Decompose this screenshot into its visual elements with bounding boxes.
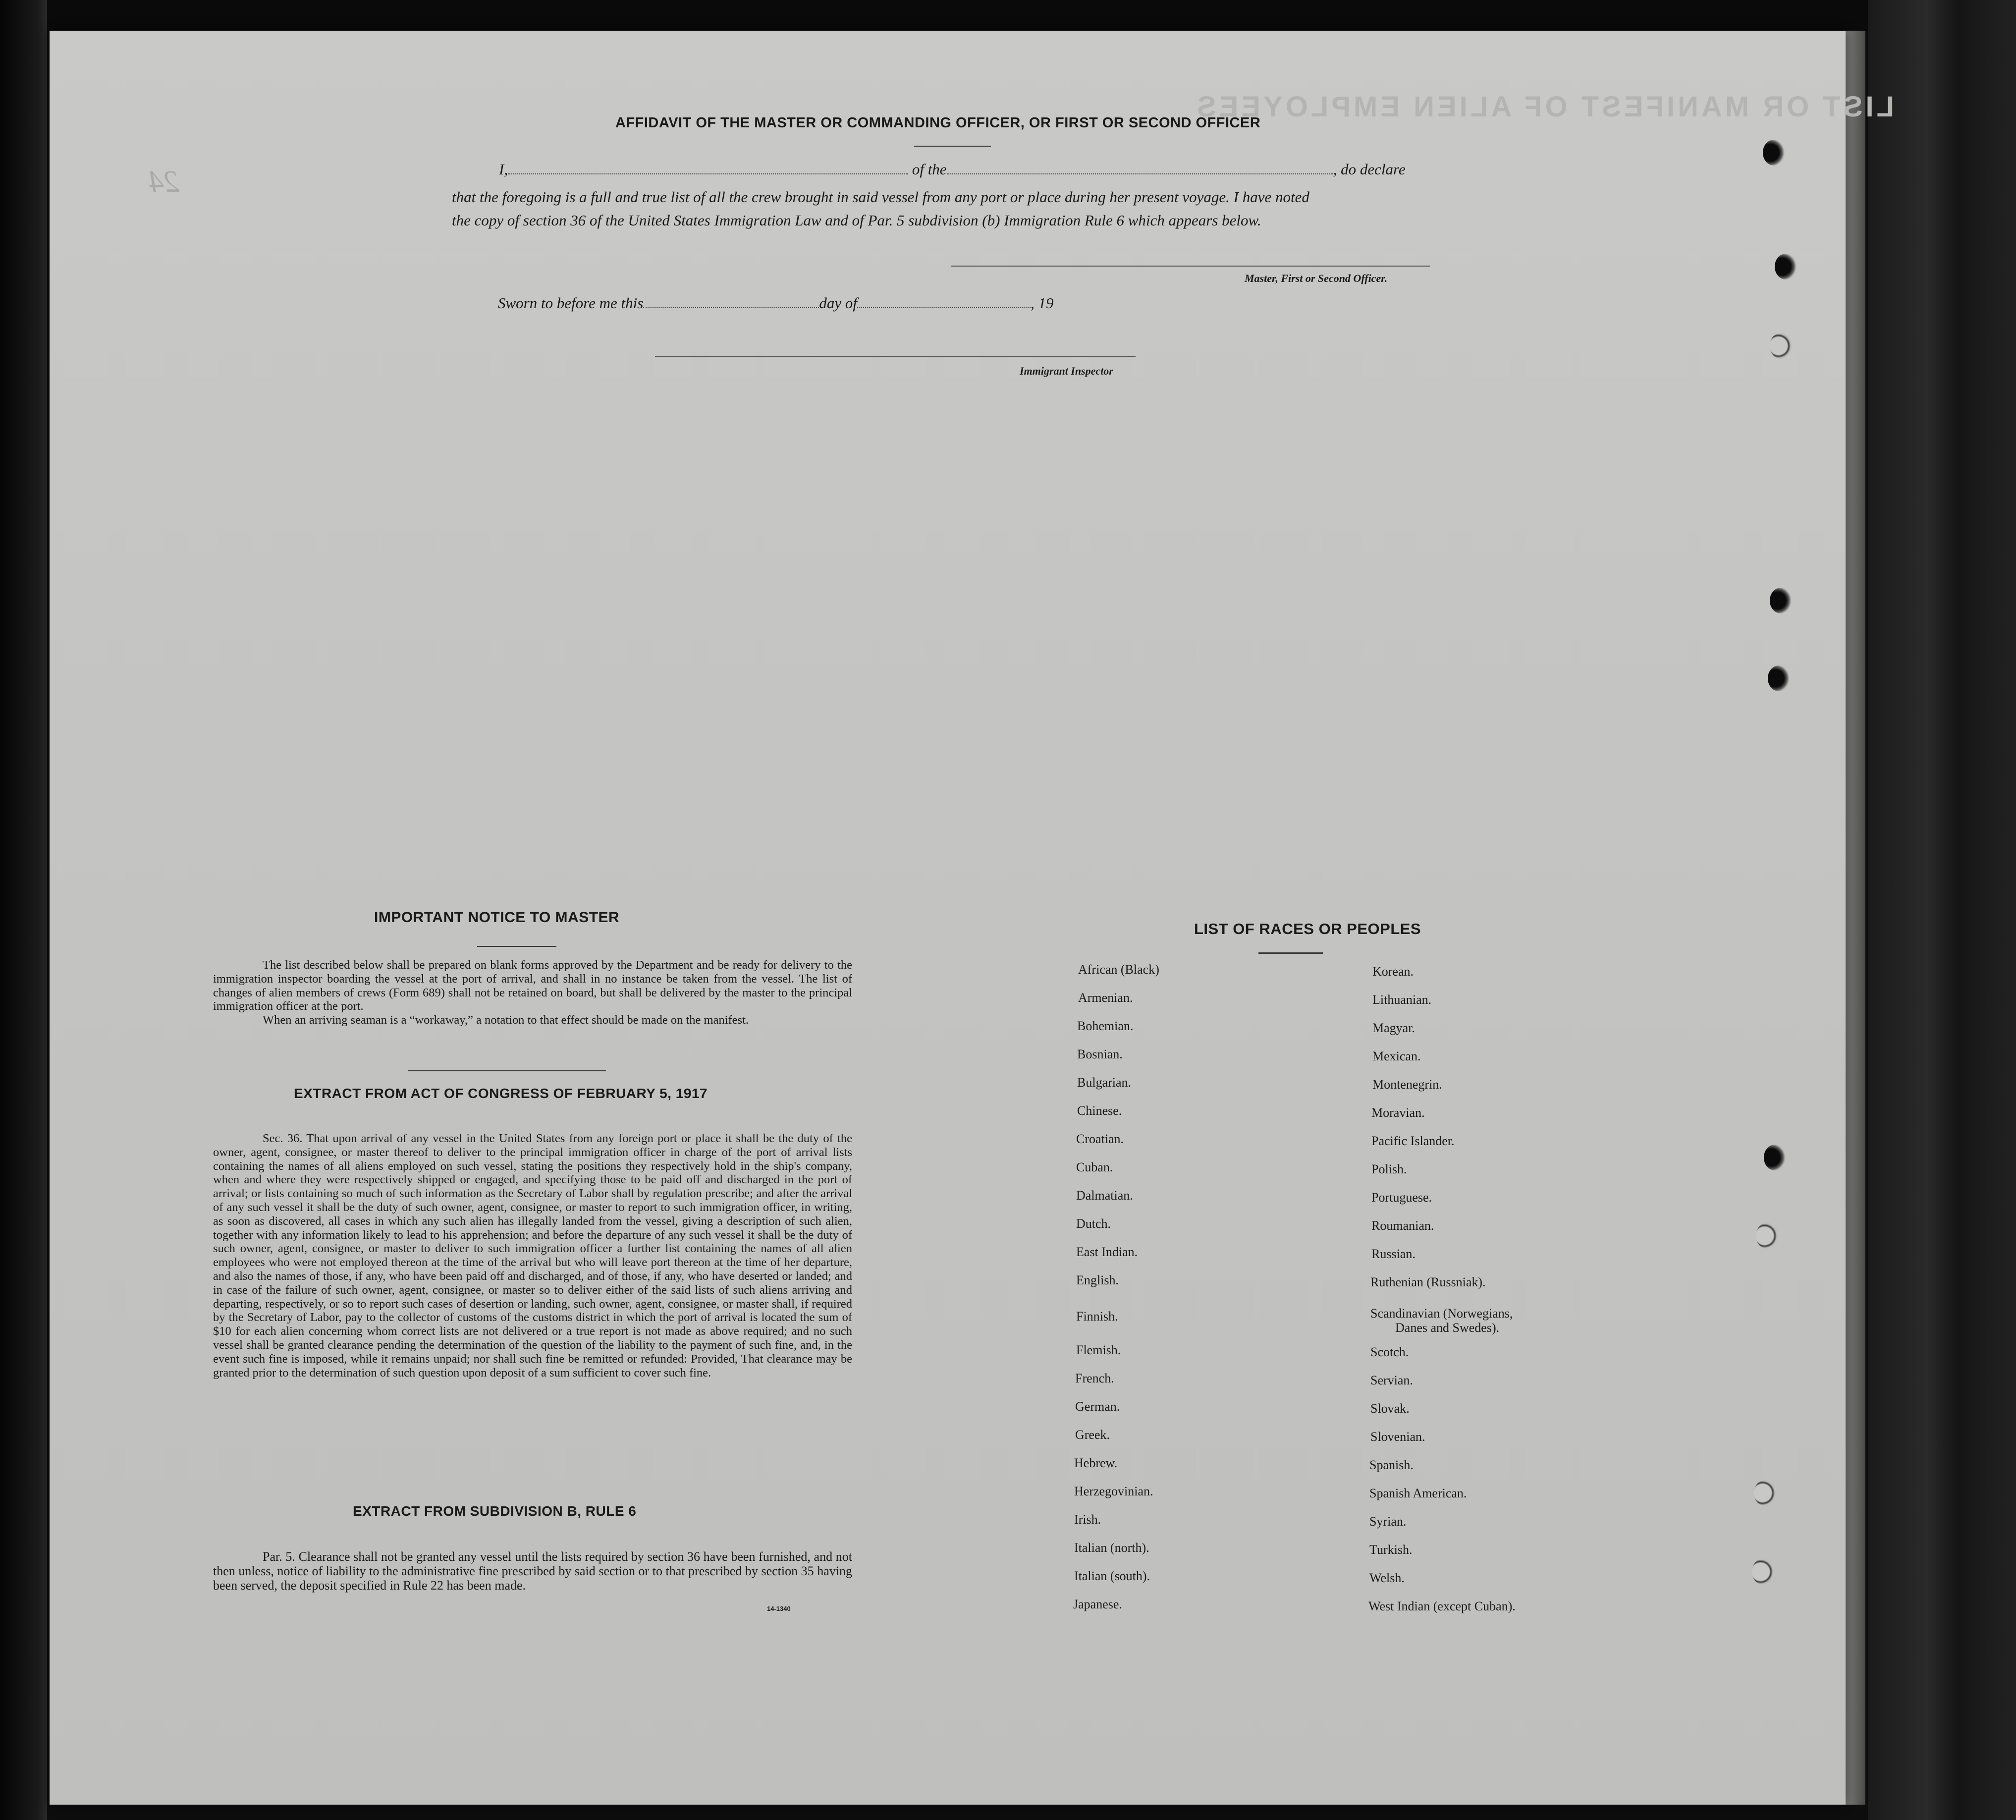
sworn-day-of: day of [819, 294, 857, 312]
race-item: Magyar. [1372, 1021, 1415, 1035]
race-item: Pacific Islander. [1371, 1134, 1455, 1148]
inspector-signature-line[interactable] [655, 356, 1136, 357]
handwritten-page-number: 24 [149, 165, 179, 199]
race-item: Hebrew. [1074, 1456, 1118, 1470]
par-5-body: Par. 5. Clearance shall not be granted any vessel until the lists required by section 36 have been furnished, and not then unless, notice of liability to the administrative fine prescribed by said section or to that prescribed by section 35 having been served, the deposit specified in Rule 22 has been made. [213, 1549, 852, 1593]
races-title-rule [1258, 952, 1323, 954]
race-item: Italian (south). [1074, 1569, 1150, 1583]
race-item: African (Black) [1078, 962, 1159, 977]
race-item: Dutch. [1076, 1216, 1111, 1231]
section-36-label: Sec. 36. [263, 1132, 303, 1145]
race-item: Montenegrin. [1372, 1077, 1442, 1092]
vessel-name-field[interactable] [947, 171, 1333, 174]
race-item: Bulgarian. [1077, 1075, 1132, 1090]
section-36-text [213, 1132, 852, 1379]
punch-hole-icon [1756, 1223, 1778, 1249]
master-signature-line[interactable] [951, 266, 1430, 267]
race-item: Dalmatian. [1076, 1188, 1133, 1203]
notice-title-rule [477, 946, 556, 947]
race-item: Danes and Swedes). [1395, 1321, 1500, 1335]
race-item: Bosnian. [1077, 1047, 1123, 1061]
race-item: Scotch. [1370, 1345, 1409, 1359]
race-item: Spanish. [1369, 1458, 1414, 1472]
punch-hole-icon [1763, 140, 1785, 165]
race-item: English. [1076, 1273, 1119, 1287]
race-item: Lithuanian. [1372, 993, 1432, 1007]
race-item: Welsh. [1369, 1571, 1405, 1585]
race-item: Croatian. [1076, 1132, 1124, 1146]
race-item: Turkish. [1369, 1543, 1413, 1557]
punch-hole-icon [1764, 1145, 1786, 1170]
race-item: Herzegovinian. [1074, 1484, 1153, 1498]
punch-hole-icon [1754, 1480, 1776, 1506]
race-item: Armenian. [1078, 991, 1133, 1005]
affidavit-of-label: of the [912, 161, 947, 178]
punch-hole-icon [1768, 665, 1790, 691]
notice-body [213, 958, 852, 1027]
race-item: Portuguese. [1371, 1190, 1432, 1205]
sworn-month-field[interactable] [857, 305, 1031, 308]
race-item: Roumanian. [1371, 1218, 1434, 1233]
punch-hole-icon [1770, 588, 1792, 613]
affidavit-title: AFFIDAVIT OF THE MASTER OR COMMANDING OFFICER, OR FIRST OR SECOND OFFICER [615, 115, 1261, 131]
race-item: Ruthenian (Russniak). [1370, 1275, 1486, 1289]
notice-title: IMPORTANT NOTICE TO MASTER [374, 909, 620, 926]
race-item: German. [1075, 1399, 1120, 1414]
race-item: West Indian (except Cuban). [1368, 1599, 1516, 1613]
race-item: Slovenian. [1370, 1430, 1425, 1444]
race-item: Finnish. [1076, 1309, 1118, 1324]
race-item: Greek. [1075, 1428, 1110, 1442]
race-item: Irish. [1074, 1512, 1101, 1527]
form-number: 14-1340 [767, 1605, 791, 1612]
notice-paragraph-2: When an arriving seaman is a “workaway,” a notation to that effect should be made on the manifest. [263, 1013, 749, 1027]
notice-paragraph-1: The list described below shall be prepared on blank forms approved by the Department and be ready for delivery to the immigration inspector boarding the vessel at the port of arrival, and shall in no instance be taken from the vessel. The list of changes of alien members of crews (Form 689) shall not be retained on board, but shall be delivered by the master to the principal immigration officer at the port. [213, 958, 852, 1013]
race-item: Spanish American. [1369, 1486, 1467, 1500]
races-title: LIST OF RACES OR PEOPLES [1194, 920, 1421, 938]
officer-name-field[interactable] [508, 171, 908, 174]
race-item: Slovak. [1370, 1401, 1410, 1416]
punch-hole-icon [1775, 254, 1797, 279]
race-item: Flemish. [1076, 1343, 1121, 1357]
inspector-label: Immigrant Inspector [1020, 365, 1113, 377]
scan-top-border [0, 0, 2016, 30]
bleed-through-text: LIST OR MANIFEST OF ALIEN EMPLOYEES [1194, 91, 1895, 123]
affidavit-title-rule [914, 146, 991, 147]
race-item: Mexican. [1372, 1049, 1421, 1063]
par-5-text [213, 1549, 852, 1593]
race-item: Scandinavian (Norwegians, [1370, 1306, 1513, 1321]
affidavit-line-3: the copy of section 36 of the United States Immigration Law and of Par. 5 subdivision (b) Immigration Rule 6 which appears below. [452, 212, 1261, 229]
race-item: Moravian. [1371, 1105, 1425, 1120]
race-item: Russian. [1371, 1247, 1416, 1261]
race-item: East Indian. [1076, 1245, 1138, 1259]
race-item: Polish. [1371, 1162, 1407, 1176]
sworn-line [498, 294, 1053, 312]
affidavit-line-1 [499, 161, 1406, 178]
sworn-year: , 19 [1030, 294, 1054, 312]
section-36-body: That upon arrival of any vessel in the United States from any foreign port or place it shall be the duty of the owner, agent, consignee, or master thereof to deliver to the principal immigration officer in charge of the port of arrival lists containing the names of all aliens employed on such vessel, stating the positions they respectively hold in the ship's company, when and where they were respectively shipped or engaged, and specifying those to be paid off and discharged in the port of arrival; or lists containing so much of such information as the Secretary of Labor shall by regulation prescribe; and after the arrival of any such vessel it shall be the duty of such owner, agent, consignee, or master to report to such immigration officer, in writing, as soon as discovered, all cases in which any such alien has illegally landed from the vessel, giving a description of such alien, together with any information likely to lead to his apprehension; and before the departure of any such vessel it shall be the duty of such owner, agent, consignee, or master to deliver to such immigration officer a further list containing the names of all alien employees who were not employed thereon at the time of the arrival but who will leave port thereon at the time of her departure, and also the names of those, if any, who have been paid off and discharged, and of those, if any, who have deserted or landed; and in case of the failure of such owner, agent, consignee, or master so to deliver either of the said lists of such aliens arriving and departing, respectively, or so to report such cases of desertion or landing, such owner, agent, consignee, or master shall, if required by the Secretary of Labor, pay to the collector of customs of the customs district in which the port of arrival is located the sum of $10 for each alien concerning whom correct lists are not delivered or a true report is not made as above required; and no such vessel shall be granted clearance pending the determination of the question of the liability to the payment of such fine, and, in the event such fine is imposed, while it remains unpaid; nor shall such fine be remitted or refunded: Provided, That clearance may be granted prior to the determination of such question upon deposit of a sum sufficient to cover such fine. [213, 1132, 852, 1379]
race-item: French. [1075, 1371, 1114, 1385]
affidavit-i-label: I, [499, 161, 508, 178]
punch-hole-icon [1770, 333, 1792, 359]
extract-rule-title: EXTRACT FROM SUBDIVISION B, RULE 6 [353, 1503, 637, 1519]
affidavit-line-2: that the foregoing is a full and true list of all the crew brought in said vessel from any port or place during her present voyage. I have noted [452, 188, 1309, 206]
race-item: Bohemian. [1077, 1019, 1134, 1033]
race-item: Cuban. [1076, 1160, 1113, 1174]
master-signature-label: Master, First or Second Officer. [1245, 272, 1388, 284]
extract-separator-rule [408, 1070, 606, 1071]
page-edge-shadow [1846, 31, 1865, 1805]
sworn-prefix: Sworn to before me this [498, 294, 644, 312]
sworn-day-field[interactable] [643, 305, 819, 308]
race-item: Chinese. [1077, 1103, 1122, 1118]
punch-hole-icon [1752, 1559, 1774, 1585]
race-item: Servian. [1370, 1373, 1413, 1387]
scan-left-border [0, 0, 47, 1820]
race-item: Korean. [1372, 964, 1414, 979]
affidavit-declare-label: , do declare [1333, 161, 1406, 178]
document-page [50, 31, 1895, 1805]
extract-act-title: EXTRACT FROM ACT OF CONGRESS OF FEBRUARY 5, 1917 [294, 1086, 708, 1101]
scan-right-border [1868, 0, 2016, 1820]
race-item: Syrian. [1369, 1514, 1407, 1529]
race-item: Italian (north). [1074, 1541, 1149, 1555]
race-item: Japanese. [1073, 1597, 1122, 1611]
